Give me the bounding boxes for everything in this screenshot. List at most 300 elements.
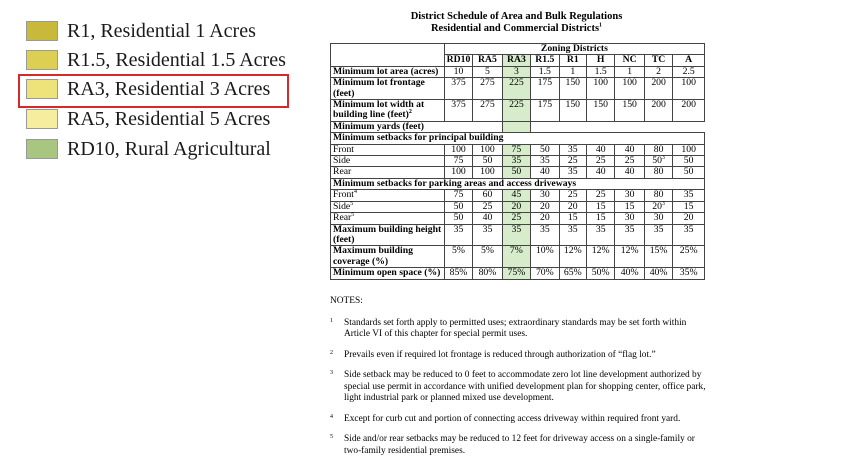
table-cell xyxy=(644,156,672,167)
table-cell xyxy=(531,268,559,279)
table-cell xyxy=(559,268,586,279)
table-cell-value: 200 xyxy=(651,99,666,111)
table-cell xyxy=(444,201,472,212)
table-cell-value: 3 xyxy=(513,65,519,77)
table-cell-value: 50 xyxy=(652,155,662,167)
table-cell xyxy=(586,66,614,77)
table-cell-value: 35 xyxy=(567,166,578,178)
table-cell xyxy=(644,190,672,201)
table-cell-value: 40 xyxy=(624,166,635,178)
table-row xyxy=(331,156,705,167)
row-label xyxy=(331,66,445,77)
table-row xyxy=(331,246,705,268)
note-text: Prevails even if required lot frontage is reduced through authorization of “flag lot.” xyxy=(344,349,656,360)
row-label-text: Maximum building height (feet) xyxy=(333,223,442,245)
row-label-text: Minimum lot frontage (feet) xyxy=(333,77,425,99)
section-label: Minimum setbacks for principal building xyxy=(331,133,705,144)
table-cell xyxy=(531,156,559,167)
table-cell xyxy=(473,246,502,268)
table-cell xyxy=(586,156,614,167)
highlight-fill-cell xyxy=(502,121,530,132)
row-label-text: Front xyxy=(333,143,354,155)
table-cell xyxy=(644,268,672,279)
section-label: Minimum yards (feet) xyxy=(331,121,503,132)
table-cell-value: 25 xyxy=(595,155,606,167)
table-cell xyxy=(473,213,502,224)
table-cell xyxy=(615,144,644,155)
table-cell-value: 100 xyxy=(480,166,495,178)
table-cell xyxy=(559,201,586,212)
column-header-a: A xyxy=(673,55,705,66)
table-cell xyxy=(473,268,502,279)
section-label: Minimum setbacks for parking areas and access driveways xyxy=(331,178,705,189)
table-cell-value: 225 xyxy=(509,99,524,111)
table-cell xyxy=(559,156,586,167)
table-cell xyxy=(444,213,472,224)
table-cell xyxy=(586,246,614,268)
note-text: Side and/or rear setbacks may be reduced to 12 feet for driveway access on a single-family or two-family residential premises. xyxy=(344,434,695,456)
table-cell-value: 60 xyxy=(482,189,493,201)
table-cell xyxy=(559,190,586,201)
table-cell xyxy=(586,167,614,178)
table-cell-value: 150 xyxy=(622,99,637,111)
row-label-footnote: 5 xyxy=(350,200,354,207)
table-cell xyxy=(615,156,644,167)
table-cell xyxy=(615,201,644,212)
table-row xyxy=(331,144,705,155)
area-bulk-regulations-table xyxy=(330,43,705,280)
row-label-footnote: 2 xyxy=(408,109,412,116)
table-row xyxy=(331,167,705,178)
note-number: 4 xyxy=(330,413,333,420)
table-cell-value: 5 xyxy=(485,65,490,77)
table-row xyxy=(331,100,705,122)
table-cell-value: 2.5 xyxy=(682,65,695,77)
table-cell xyxy=(615,246,644,268)
table-cell xyxy=(586,213,614,224)
table-corner-cell-lower xyxy=(331,55,445,66)
table-cell xyxy=(559,100,586,122)
table-cell xyxy=(473,66,502,77)
table-cell-value: 15% xyxy=(649,245,668,257)
table-cell-value: 35 xyxy=(683,223,694,235)
table-cell-value: 40 xyxy=(624,143,635,155)
table-cell xyxy=(531,78,559,100)
row-label xyxy=(331,167,445,178)
table-cell-value: 1 xyxy=(627,65,633,77)
table-cell-value: 30 xyxy=(624,189,635,201)
table-cell xyxy=(473,224,502,246)
table-cell xyxy=(531,190,559,201)
note-number: 1 xyxy=(330,317,333,324)
table-cell-value: 1.5 xyxy=(538,65,551,77)
table-cell-value: 25% xyxy=(679,245,698,257)
table-cell xyxy=(673,167,705,178)
table-cell xyxy=(502,246,530,268)
table-cell-value: 20 xyxy=(539,212,550,224)
table-cell xyxy=(502,167,530,178)
table-corner-cell xyxy=(331,44,445,55)
table-cell xyxy=(502,100,530,122)
legend-label-ra3: RA3, Residential 3 Acres xyxy=(67,77,271,100)
table-cell-value: 5% xyxy=(452,245,465,257)
legend-swatch-rd10 xyxy=(26,139,58,159)
table-cell xyxy=(644,66,672,77)
table-cell-value: 100 xyxy=(593,77,608,89)
table-cell-value: 25 xyxy=(511,212,522,224)
table-cell-value: 150 xyxy=(593,99,608,111)
ra3-highlight-box xyxy=(18,74,289,108)
table-cell-value: 35 xyxy=(624,223,635,235)
table-cell xyxy=(502,190,530,201)
table-cell-value: 1 xyxy=(570,65,576,77)
table-cell xyxy=(615,78,644,100)
table-cell-value: 35 xyxy=(567,223,578,235)
row-label-text: Maximum building coverage (%) xyxy=(333,245,413,267)
table-cell xyxy=(473,201,502,212)
table-cell xyxy=(586,100,614,122)
table-cell xyxy=(444,78,472,100)
table-cell-value: 35 xyxy=(482,223,493,235)
table-cell-value: 70% xyxy=(535,267,554,279)
column-header-ra5: RA5 xyxy=(473,55,502,66)
table-cell xyxy=(444,144,472,155)
table-cell-value: 25 xyxy=(567,189,578,201)
table-group-header-row xyxy=(331,44,705,55)
table-cell-value: 80% xyxy=(478,267,497,279)
row-label xyxy=(331,268,445,279)
row-label-text: Minimum open space (%) xyxy=(333,267,441,279)
table-cell xyxy=(473,100,502,122)
table-cell xyxy=(559,144,586,155)
table-cell-value: 150 xyxy=(565,99,581,111)
table-cell xyxy=(586,201,614,212)
table-cell-value: 30 xyxy=(539,189,550,201)
legend-label-rd10: RD10, Rural Agricultural xyxy=(67,137,271,160)
table-cell xyxy=(473,167,502,178)
table-cell-value: 100 xyxy=(451,143,466,155)
note-number: 5 xyxy=(330,434,333,440)
table-cell xyxy=(444,190,472,201)
table-cell xyxy=(615,167,644,178)
column-header-ra3: RA3 xyxy=(502,55,530,66)
table-cell-value: 175 xyxy=(537,99,553,111)
table-cell-value: 50 xyxy=(683,166,694,178)
note-number: 3 xyxy=(330,370,333,376)
table-cell-value: 30 xyxy=(653,212,664,224)
table-cell xyxy=(673,201,705,212)
table-cell xyxy=(644,144,672,155)
table-cell-value: 20 xyxy=(683,212,694,224)
row-label xyxy=(331,156,445,167)
table-cell xyxy=(673,268,705,279)
table-row xyxy=(331,78,705,100)
table-row xyxy=(331,224,705,246)
legend-swatch-r1 xyxy=(26,21,58,41)
table-cell xyxy=(673,144,705,155)
table-cell-value: 50 xyxy=(453,200,464,212)
column-header-r1-5: R1.5 xyxy=(531,55,559,66)
row-label xyxy=(331,144,445,155)
table-cell-value: 20 xyxy=(539,200,550,212)
notes-section xyxy=(330,296,710,466)
table-cell-value: 40 xyxy=(595,143,606,155)
table-cell xyxy=(444,224,472,246)
table-cell-value: 200 xyxy=(651,77,666,89)
table-cell xyxy=(444,246,472,268)
table-cell xyxy=(559,224,586,246)
table-cell xyxy=(586,144,614,155)
table-cell-value: 5% xyxy=(480,245,494,257)
table-cell-value: 80 xyxy=(653,189,664,201)
table-cell-value: 12% xyxy=(563,245,582,257)
table-cell-value: 40% xyxy=(649,267,668,279)
table-cell xyxy=(559,246,586,268)
note-item xyxy=(330,434,710,457)
table-cell xyxy=(531,201,559,212)
table-cell-value: 1.5 xyxy=(594,65,607,77)
empty-cell xyxy=(531,121,705,132)
table-row xyxy=(331,268,705,279)
table-row xyxy=(331,66,705,77)
legend-item-rd10 xyxy=(26,137,271,161)
table-cell xyxy=(531,100,559,122)
table-row xyxy=(331,201,705,212)
table-cell-value: 15 xyxy=(567,212,578,224)
note-item xyxy=(330,370,710,405)
table-cell xyxy=(502,213,530,224)
document-title-line2 xyxy=(330,23,703,35)
table-cell xyxy=(615,190,644,201)
row-label xyxy=(331,190,445,201)
legend-item-ra5 xyxy=(26,107,270,131)
table-cell xyxy=(473,144,502,155)
row-label xyxy=(331,246,445,268)
table-cell-value: 10 xyxy=(453,65,464,77)
table-row xyxy=(331,190,705,201)
table-cell-value: 375 xyxy=(451,77,466,89)
table-cell-value: 35 xyxy=(453,223,464,235)
table-cell-value: 35 xyxy=(539,155,550,167)
table-row xyxy=(331,178,705,189)
table-cell xyxy=(559,213,586,224)
table-cell-value: 100 xyxy=(681,77,696,89)
table-cell-value: 35 xyxy=(539,223,550,235)
table-cell xyxy=(644,246,672,268)
table-body xyxy=(331,66,705,279)
row-label-text: Side xyxy=(333,200,351,212)
table-cell xyxy=(559,78,586,100)
table-cell xyxy=(586,78,614,100)
table-cell xyxy=(502,156,530,167)
table-cell xyxy=(531,213,559,224)
table-cell-value: 10% xyxy=(535,245,554,257)
table-cell-value: 15 xyxy=(595,200,606,212)
table-column-header-row xyxy=(331,55,705,66)
notes-title: NOTES: xyxy=(330,296,363,306)
table-cell-footnote: 3 xyxy=(661,154,665,161)
table-cell-value: 7% xyxy=(509,245,523,257)
table-cell xyxy=(531,224,559,246)
table-cell-value: 25 xyxy=(482,200,493,212)
table-cell xyxy=(586,190,614,201)
legend-label-r1-5: R1.5, Residential 1.5 Acres xyxy=(67,48,286,71)
table-cell-value: 100 xyxy=(681,143,696,155)
table-cell-value: 15 xyxy=(624,200,635,212)
row-label-text: Side xyxy=(333,155,351,167)
table-cell xyxy=(673,213,705,224)
table-cell-value: 100 xyxy=(622,77,637,89)
note-number: 2 xyxy=(330,349,333,356)
table-cell xyxy=(559,167,586,178)
table-cell xyxy=(502,224,530,246)
zoning-districts-header: Zoning Districts xyxy=(444,44,704,55)
column-header-nc: NC xyxy=(615,55,644,66)
table-cell xyxy=(473,190,502,201)
table-cell-value: 50 xyxy=(539,143,550,155)
table-cell xyxy=(615,100,644,122)
table-cell-value: 25 xyxy=(624,155,635,167)
table-cell xyxy=(502,66,530,77)
table-cell xyxy=(473,78,502,100)
table-cell-value: 80 xyxy=(653,166,664,178)
table-cell-value: 75% xyxy=(507,267,526,279)
column-header-tc: TC xyxy=(644,55,672,66)
note-text: Standards set forth apply to permitted uses; extraordinary standards may be set forth within Article VI of this chapter for special permit uses. xyxy=(344,317,687,339)
table-cell-value: 2 xyxy=(656,65,661,77)
table-cell-value: 20 xyxy=(511,200,522,212)
table-cell-value: 35 xyxy=(595,223,606,235)
row-label xyxy=(331,213,445,224)
table-cell-value: 50 xyxy=(683,155,694,167)
row-label-text: Minimum lot area (acres) xyxy=(333,65,439,77)
table-cell xyxy=(644,224,672,246)
table-cell xyxy=(444,66,472,77)
table-cell xyxy=(502,268,530,279)
table-cell xyxy=(502,144,530,155)
document-title-line2-text: Residential and Commercial Districts xyxy=(430,23,600,34)
table-cell xyxy=(673,78,705,100)
table-cell-value: 100 xyxy=(480,143,495,155)
table-cell-value: 40 xyxy=(539,166,550,178)
table-cell xyxy=(673,246,705,268)
row-label-text: Front xyxy=(333,189,354,201)
table-cell-footnote: 3 xyxy=(661,200,665,207)
table-cell xyxy=(644,167,672,178)
table-cell-value: 375 xyxy=(451,99,466,111)
table-cell-value: 75 xyxy=(511,143,522,155)
table-cell xyxy=(531,66,559,77)
table-cell-value: 275 xyxy=(480,77,495,89)
note-item xyxy=(330,414,710,426)
table-cell xyxy=(673,224,705,246)
row-label-text: Rear xyxy=(333,166,352,178)
row-label xyxy=(331,100,445,122)
table-cell-value: 175 xyxy=(537,77,553,89)
row-label-footnote: 4 xyxy=(354,189,357,196)
notes-list xyxy=(330,318,710,458)
table-cell xyxy=(615,213,644,224)
table-cell-value: 75 xyxy=(453,189,464,201)
note-item xyxy=(330,318,710,341)
column-header-h: H xyxy=(586,55,614,66)
table-cell-value: 225 xyxy=(509,77,524,89)
table-row xyxy=(331,121,705,132)
table-cell xyxy=(673,66,705,77)
table-cell xyxy=(559,66,586,77)
row-label xyxy=(331,78,445,100)
note-text: Except for curb cut and portion of connecting access driveway within required front yard. xyxy=(344,413,681,424)
table-cell xyxy=(615,224,644,246)
table-cell xyxy=(644,213,672,224)
table-cell-value: 50 xyxy=(482,155,493,167)
table-cell-value: 15 xyxy=(683,200,694,212)
table-cell xyxy=(444,167,472,178)
table-cell-value: 275 xyxy=(480,99,495,111)
table-cell xyxy=(615,66,644,77)
table-cell xyxy=(502,201,530,212)
table-cell xyxy=(644,201,672,212)
legend-item-r1-5 xyxy=(26,48,286,72)
row-label-text: Minimum lot width at building line (feet) xyxy=(333,99,425,121)
table-cell xyxy=(644,78,672,100)
legend-swatch-r1-5 xyxy=(26,50,58,70)
table-cell xyxy=(473,156,502,167)
column-header-r1: R1 xyxy=(559,55,586,66)
table-cell xyxy=(644,100,672,122)
table-cell-value: 200 xyxy=(681,99,696,111)
table-cell-value: 50% xyxy=(591,267,610,279)
column-header-rd10: RD10 xyxy=(444,55,472,66)
table-cell-value: 40 xyxy=(595,166,606,178)
document-title-footnote: 1 xyxy=(599,22,603,29)
table-row xyxy=(331,133,705,144)
row-label xyxy=(331,201,445,212)
table-cell-value: 35% xyxy=(679,267,698,279)
table-cell xyxy=(586,268,614,279)
table-cell-value: 50 xyxy=(511,166,522,178)
table-cell-value: 65% xyxy=(563,267,582,279)
legend-swatch-ra5 xyxy=(26,109,58,129)
table-cell xyxy=(444,100,472,122)
table-cell xyxy=(673,100,705,122)
row-label-text: Rear xyxy=(333,212,352,224)
table-cell-value: 100 xyxy=(451,166,466,178)
table-cell-value: 35 xyxy=(567,143,578,155)
table-cell-value: 35 xyxy=(683,189,694,201)
table-cell xyxy=(673,190,705,201)
table-cell-value: 25 xyxy=(595,189,606,201)
table-cell-value: 20 xyxy=(567,200,578,212)
table-cell-value: 40% xyxy=(620,267,639,279)
row-label-footnote: 5 xyxy=(351,211,355,218)
table-cell-value: 35 xyxy=(511,223,522,235)
table-cell-value: 15 xyxy=(595,212,606,224)
row-label xyxy=(331,224,445,246)
table-cell-value: 35 xyxy=(653,223,664,235)
table-cell xyxy=(531,144,559,155)
table-cell xyxy=(673,156,705,167)
table-cell-value: 20 xyxy=(652,200,662,212)
note-item xyxy=(330,350,710,362)
table-cell-value: 75 xyxy=(453,155,464,167)
legend-label-r1: R1, Residential 1 Acres xyxy=(67,19,256,42)
document-title-line1: District Schedule of Area and Bulk Regulations xyxy=(410,11,623,22)
table-cell-value: 12% xyxy=(591,245,610,257)
table-cell xyxy=(531,167,559,178)
table-cell-value: 50 xyxy=(453,212,464,224)
table-cell-value: 150 xyxy=(565,77,581,89)
